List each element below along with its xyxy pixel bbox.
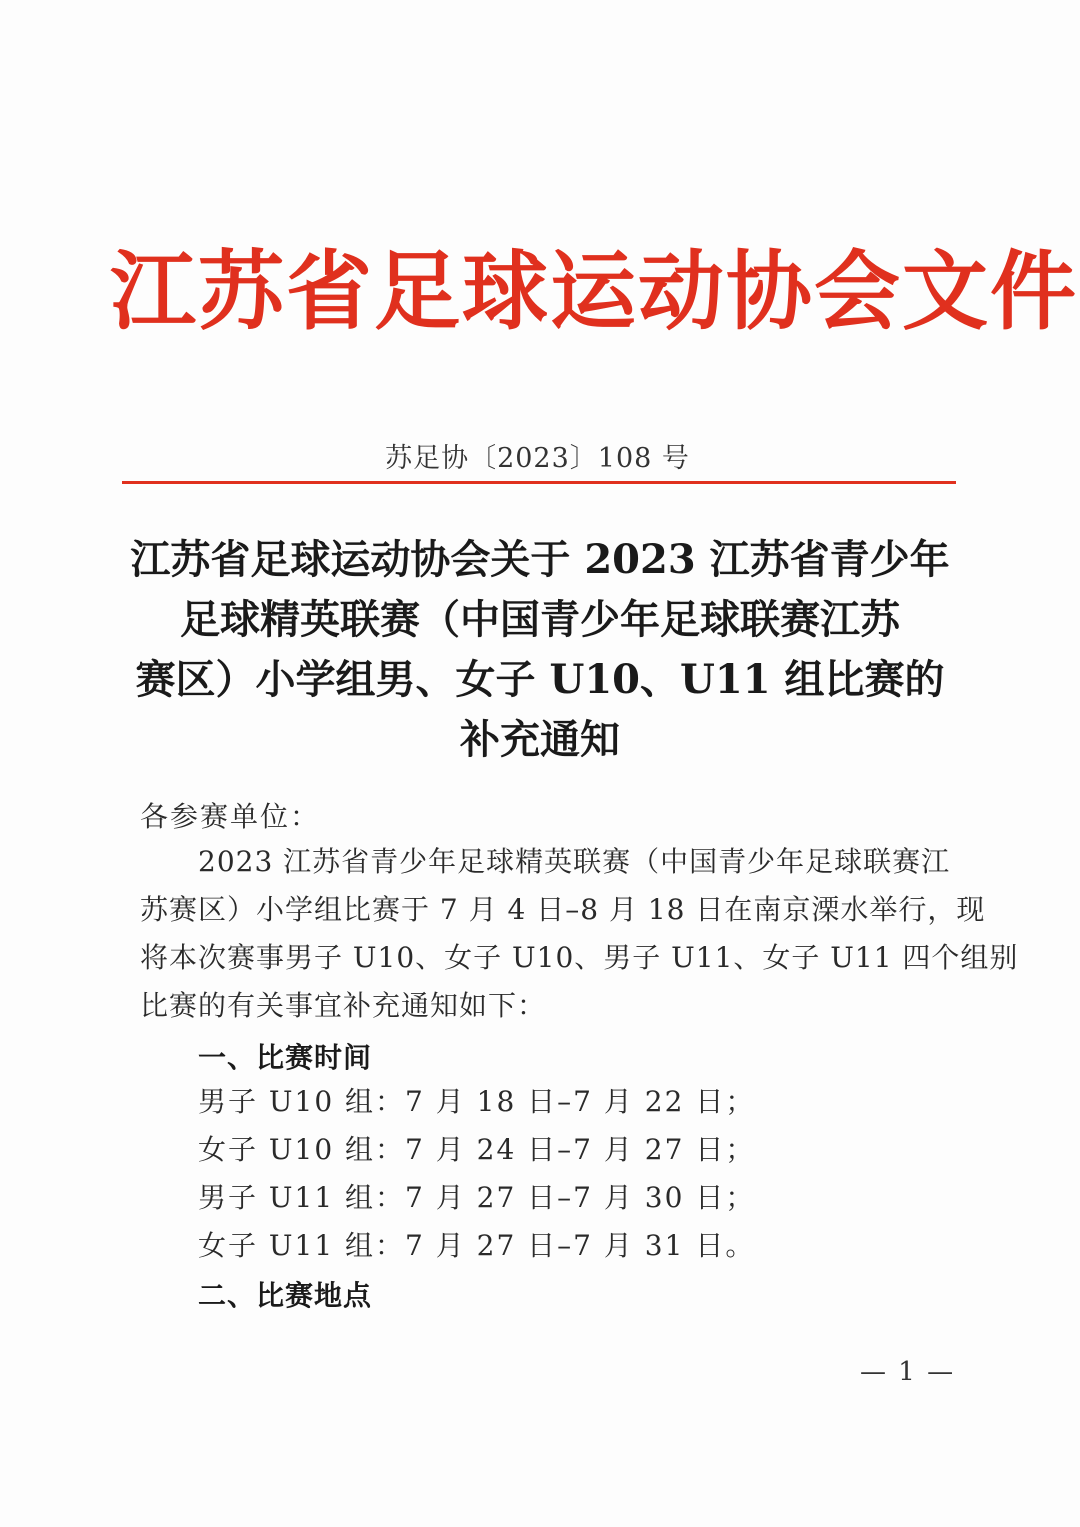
schedule-item: 男子 U10 组：7 月 18 日–7 月 22 日； — [198, 1085, 756, 1118]
notice-title — [120, 530, 960, 770]
intro-paragraph — [140, 838, 1019, 1030]
salutation: 各参赛单位： — [140, 800, 321, 833]
schedule-item: 女子 U11 组：7 月 27 日–7 月 31 日。 — [198, 1229, 756, 1262]
schedule-item: 女子 U10 组：7 月 24 日–7 月 27 日； — [198, 1133, 756, 1166]
notice-title-line: 足球精英联赛（中国青少年足球联赛江苏 — [180, 596, 900, 643]
schedule-item: 男子 U11 组：7 月 27 日–7 月 30 日； — [198, 1181, 756, 1214]
paragraph-line: 将本次赛事男子 U10、女子 U10、男子 U11、女子 U11 四个组别 — [140, 941, 1019, 974]
schedule-list — [198, 1078, 755, 1270]
notice-title-line: 赛区）小学组男、女子 U10、U11 组比赛的 — [135, 656, 945, 703]
paragraph-line: 2023 江苏省青少年足球精英联赛（中国青少年足球联赛江 — [198, 845, 951, 878]
notice-title-line: 江苏省足球运动协会关于 2023 江苏省青少年 — [130, 536, 950, 583]
section-heading-venue: 二、比赛地点 — [198, 1279, 373, 1312]
notice-title-line: 补充通知 — [460, 716, 620, 763]
page-number: — 1 — — [860, 1357, 956, 1387]
paragraph-line: 苏赛区）小学组比赛于 7 月 4 日–8 月 18 日在南京溧水举行，现 — [140, 893, 986, 926]
section-heading-time: 一、比赛时间 — [198, 1041, 373, 1074]
org-document-title: 江苏省足球运动协会文件 — [110, 241, 1078, 342]
red-divider-line — [122, 481, 956, 484]
document-number: 苏足协〔2023〕108 号 — [385, 443, 690, 474]
paragraph-line: 比赛的有关事宜补充通知如下： — [140, 989, 547, 1022]
